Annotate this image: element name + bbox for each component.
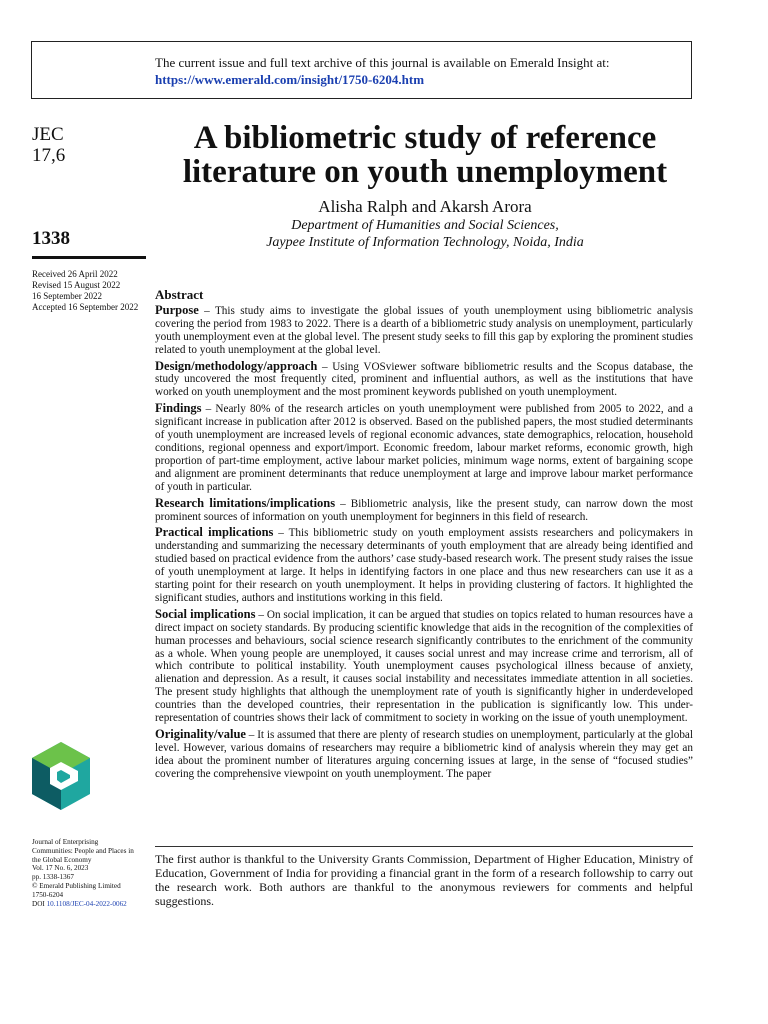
banner-text: The current issue and full text archive of this journal is available on Emerald Insight at: [155,55,610,70]
doi-label: DOI [32,899,45,908]
date-line: Revised 15 August 2022 [32,280,121,290]
section-head: Practical implications [155,525,274,540]
authors: Alisha Ralph and Akarsh Arora [318,197,532,216]
abstract-section [155,608,693,725]
journal-info-line: Vol. 17 No. 6, 2023 [32,864,89,873]
page-number: 1338 [32,228,70,249]
date-line: Accepted 16 September 2022 [32,302,139,312]
article-title [150,121,700,189]
journal-info [32,838,150,908]
section-text: – Bibliometric analysis, like the present study, can narrow down the most prominent sources of information on youth unemployment for beginners in this field of research. [155,497,693,523]
section-head: Purpose [155,302,199,317]
journal-info-line: Journal of Enterprising [32,838,99,846]
section-text: – This study aims to investigate the global issues of youth unemployment using bibliometric analysis covering the period from 1983 to 2022. There is a dearth of a bibliometric study analysis on unemployment, particularly youth unemployment even at the global level. The present study seeks to fill this gap by exploring the prominent studies related to youth unemployment at the global level. [155,304,693,356]
section-text: – It is assumed that there are plenty of research studies on unemployment, particularly at the global level. However, various domains of researchers may require a bibliometric kind of analysis wherein they may get an idea about the prominent number of literatures arguing concerning issues at large, in the sense of “focused studies” covering the comprehensive viewpoint on youth unemployment. The paper [155,729,693,780]
section-head: Findings [155,401,202,416]
journal-url-link[interactable]: https://www.emerald.com/insight/1750-6204.htm [155,72,425,87]
abstract-heading: Abstract [155,287,204,302]
abstract-section [155,360,693,400]
title-line: A bibliometric study of reference [193,120,657,156]
article-dates [32,269,150,313]
affiliation-line: Jaypee Institute of Information Technology, Noida, India [266,235,584,250]
journal-code: JEC [32,124,64,145]
title-line: literature on youth unemployment [182,154,668,190]
section-head: Social implications [155,606,256,621]
journal-info-line: Communities: People and Places in [32,846,134,855]
section-text: – On social implication, it can be argued that studies on topics related to human resources have a direct impact on society standards. By producing scientific knowledge that aids in the recognition of the complexities of human processes and behaviours, social science research significantly contributes to the enrichment of the community as a whole. When young people are unemployed, it causes social unrest and may increase crime and terrorism, all of which contribute to political instability. Youth unemployment causes psychological illness because of anxiety, alienation and depression. As a result, it causes social instability and necessitates immediate attention in all societies. The present study highlights that although the unemployment rate of youth is significantly higher in underdeveloped countries than the developed countries, their representation in the publication is significantly low. This under-representation of countries shows their lack of commitment to society in working on the issue of youth unemployment. [155,608,694,725]
abstract-section [155,497,693,524]
affiliation [150,217,700,251]
date-line: 16 September 2022 [32,291,102,301]
access-banner [31,41,692,99]
journal-info-line: 1750-6204 [32,890,64,899]
doi-link[interactable]: 10.1108/JEC-04-2022-0062 [46,899,127,908]
margin-rule-top [32,256,146,259]
journal-info-line: pp. 1338-1367 [32,873,74,882]
date-line: Received 26 April 2022 [32,269,118,279]
abstract-section [155,402,693,493]
section-head: Research limitations/implications [155,495,336,510]
journal-info-line: the Global Economy [32,855,92,864]
affiliation-line: Department of Humanities and Social Sciences, [291,218,559,233]
abstract-section [155,728,693,781]
emerald-logo-icon [30,740,92,812]
abstract-section [155,304,693,357]
section-head: Design/methodology/approach [155,358,318,373]
doi-line [32,900,150,909]
volume-issue: 17,6 [32,145,66,166]
journal-volume [32,124,150,166]
acknowledgement-footnote: The first author is thankful to the University Grants Commission, Department of Higher Education, Ministry of Education, Government of India for providing a financial grant in the form of a research followship to carry out the research work. Both authors are thankful to the anonymous reviewers for comments and helpful suggestions. [155,852,693,908]
abstract-section [155,526,693,604]
abstract [155,289,693,784]
section-text: – Nearly 80% of the research articles on youth unemployment were published from 2005 to 2022, and a significant increase in publication after 2012 is observed. Based on the published papers, the most studied determinants of youth unemployment are increased levels of regional economic advances, state demographics, relocation, household conditions, regional openness and export/import. Economic freedom, labour market reforms, economic growth, high proportion of part-time employment, active labour market policies, minimum wage norms, extent of bargaining scope and alignment are prominent determinants that reduce unemployment at large and improve labour market performance of youth in particular. [155,403,693,493]
section-head: Originality/value [155,727,246,741]
footnote-rule [155,846,693,847]
journal-info-line: © Emerald Publishing Limited [32,881,121,890]
section-text: – Using VOSviewer software bibliometric results and the Scopus database, the study uncovered the most frequently cited, prominent and influential authors, as well as the institutions that have worked on youth unemployment and the most prominent keywords published on youth unemployment. [155,360,693,399]
section-text: – This bibliometric study on youth employment assists researchers and policymakers in understanding and summarizing the necessary determinants of youth employment that are already being identified and studied based on practical evidence from the authors’ case study-based research work. The present study raises the issue of youth unemployment at large. It helps in identifying factors in one place and thus new researchers can use it as a starting point for their research on youth unemployment. It helps in providing clustering of factors. It highlighted the significant studies, authors and institutions working in this field. [155,527,693,604]
